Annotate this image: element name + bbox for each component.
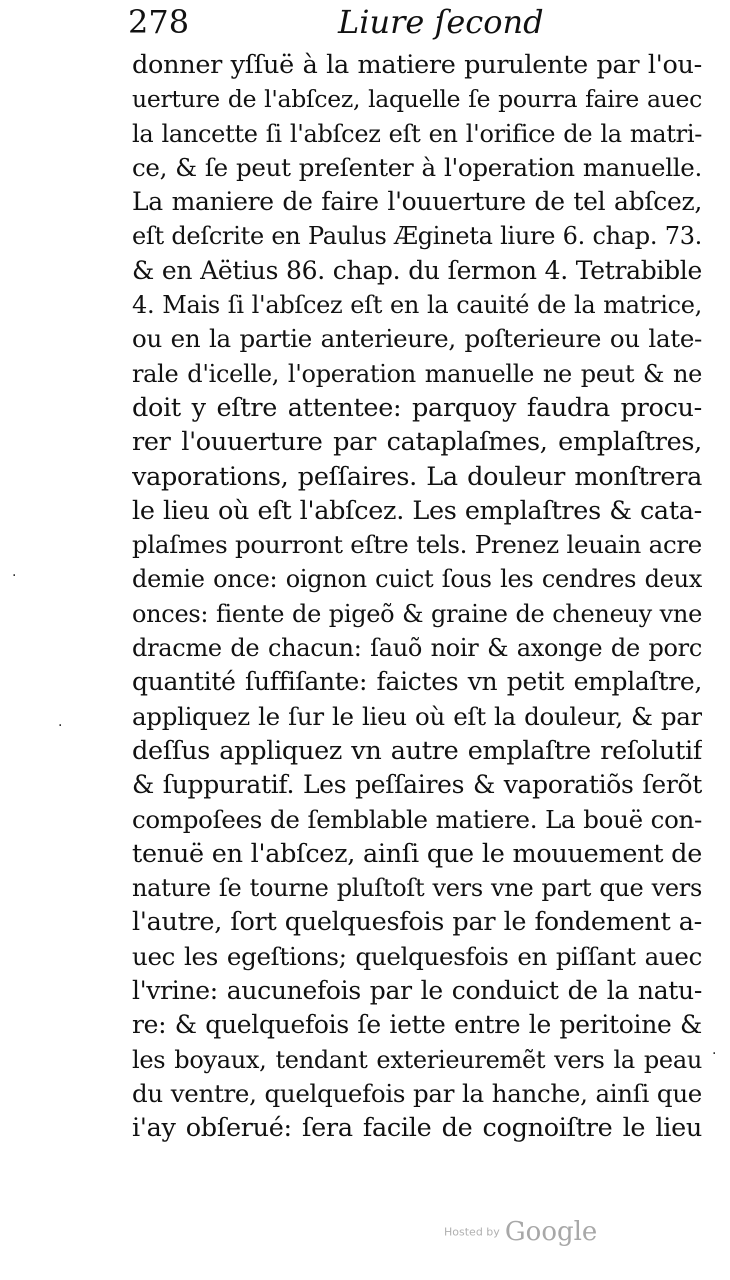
text-line: les boyaux, tendant exterieuremẽt vers la peau (132, 1045, 702, 1074)
page-number: 278 (128, 3, 190, 41)
text-line: vaporations, peſſaires. La douleur monſtrera (132, 461, 702, 492)
text-line: uerture de l'abſcez, laquelle ſe pourra faire auec (132, 85, 702, 114)
text-line: dracme de chacun: ſauõ noir & axonge de porc (132, 634, 702, 663)
text-line: doit y eſtre attentee: parquoy faudra procu- (132, 392, 702, 423)
running-head: Liure ſecond (338, 3, 544, 41)
text-line: la lancette ſi l'abſcez eſt en l'orifice de la matri- (132, 119, 702, 148)
watermark-prefix: Hosted by (444, 1225, 500, 1239)
margin-mark: . (58, 714, 63, 730)
text-line: ou en la partie anterieure, poſterieure ou late- (132, 324, 702, 354)
text-line: deſſus appliquez vn autre emplaſtre reſolutif (132, 735, 702, 766)
page-header (128, 2, 688, 42)
text-line: tenuë en l'abſcez, ainſi que le mouuement de (132, 838, 702, 869)
text-line: ce, & ſe peut preſenter à l'operation manuelle. (132, 152, 702, 182)
text-line: plaſmes pourront eſtre tels. Prenez leuain acre (132, 530, 702, 560)
text-line: eſt deſcrite en Paulus Æginetа liure 6. chap. 73. (132, 222, 702, 251)
text-line: appliquez le ſur le lieu où eſt la douleur, & par (132, 701, 702, 731)
body-text (132, 48, 702, 1146)
text-line: rer l'ouuerture par cataplaſmes, emplaſtres, (132, 427, 702, 458)
text-line: compoſees de ſemblable matiere. La bouë con- (132, 804, 702, 834)
text-line: & ſuppuratif. Les peſſaires & vaporatiõs ſerõt (132, 770, 702, 800)
text-line: 4. Mais ſi l'abſcez eſt en la cauité de la matrice, (132, 291, 702, 320)
text-line: onces: fiente de pigeõ & graine de cheneuy vne (132, 599, 702, 628)
text-line: l'autre, ſort quelquesfois par le fondement a- (132, 907, 702, 938)
google-logo: Google (504, 1217, 598, 1247)
text-line: i'ay obſerué: ſera facile de cognoiſtre le lieu (132, 1113, 702, 1144)
text-line: donner yſſuë à la matiere purulente par l'ou- (132, 50, 702, 80)
text-line: du ventre, quelquefois par la hanche, ainſi que (132, 1078, 702, 1108)
text-line: re: & quelquefois ſe iette entre le peritoine & (132, 1010, 702, 1040)
text-line: & en Aëtius 86. chap. du ſermon 4. Tetrabible (132, 255, 702, 285)
margin-mark: . (712, 1042, 717, 1058)
text-line: rale d'icelle, l'operation manuelle ne peut & ne (132, 359, 702, 388)
text-line: uec les egeſtions; quelquesfois en piſſant auec (132, 941, 702, 971)
text-line: le lieu où eſt l'abſcez. Les emplaſtres & cata- (132, 495, 702, 526)
text-line: nature ſe tourne pluſtoſt vers vne part que vers (132, 874, 702, 903)
text-line: La maniere de faire l'ouuerture de tel abſcez, (132, 187, 702, 217)
hosted-by-google-watermark (444, 1217, 614, 1253)
text-line: demie once: oignon cuict ſous les cendres deux (132, 565, 702, 594)
text-line: l'vrine: aucunefois par le conduict de la natu- (132, 976, 702, 1006)
text-line: quantité ſuffiſante: faictes vn petit emplaſtre, (132, 667, 702, 697)
margin-mark: . (12, 564, 17, 580)
